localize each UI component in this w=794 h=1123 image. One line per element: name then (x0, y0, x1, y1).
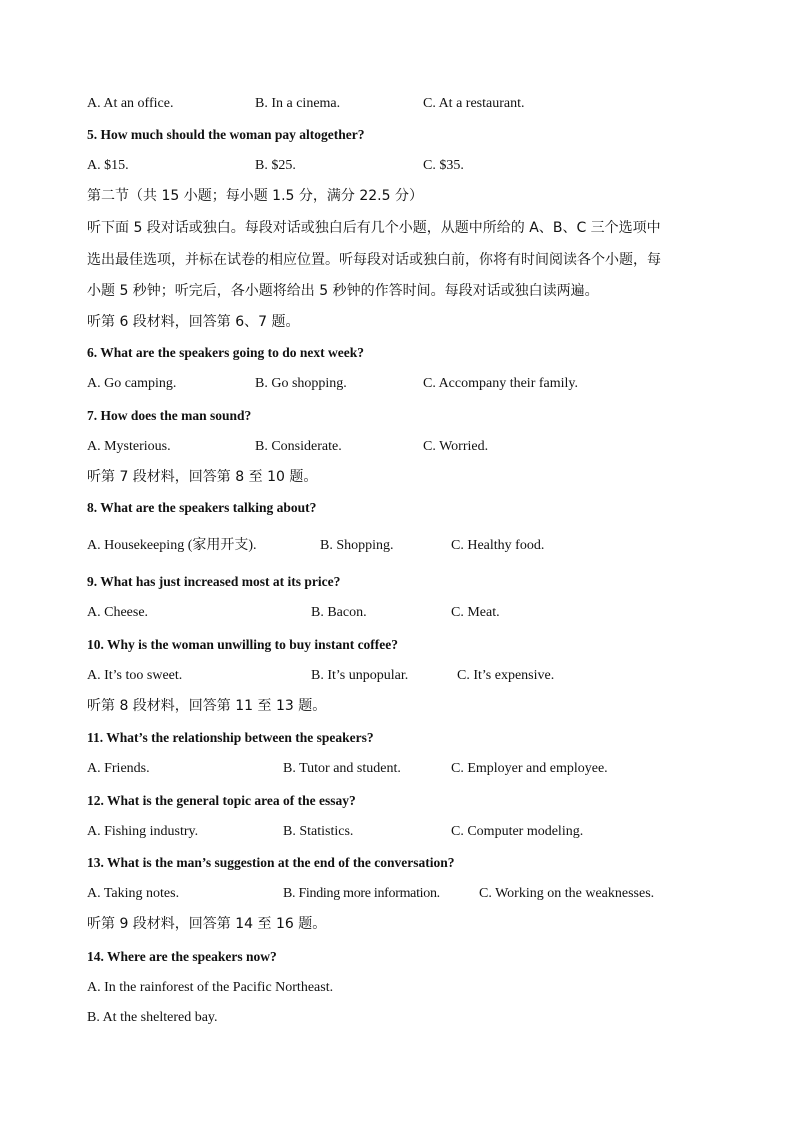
option-q5-a: A. $15. (87, 158, 129, 173)
material-7-heading: 听第 7 段材料，回答第 8 至 10 题。 (87, 469, 318, 485)
option-q10-b: B. It’s unpopular. (311, 668, 409, 683)
question-7: 7. How does the man sound? (87, 408, 252, 423)
option-q4-c: C. At a restaurant. (423, 96, 525, 111)
question-12: 12. What is the general topic area of the essay? (87, 793, 356, 808)
option-q14-b: B. At the sheltered bay. (87, 1010, 218, 1025)
option-q5-b: B. $25. (255, 158, 296, 173)
option-q7-a: A. Mysterious. (87, 439, 171, 454)
option-q8-b: B. Shopping. (320, 538, 394, 553)
question-5: 5. How much should the woman pay altogether? (87, 127, 365, 142)
option-q11-c: C. Employer and employee. (451, 761, 608, 776)
option-q6-b: B. Go shopping. (255, 376, 347, 391)
question-13: 13. What is the man’s suggestion at the end of the conversation? (87, 855, 455, 870)
option-q14-a: A. In the rainforest of the Pacific Northeast. (87, 980, 334, 995)
option-q13-b: B. Finding more information. (283, 886, 440, 901)
option-q6-a: A. Go camping. (87, 376, 177, 391)
material-9-heading: 听第 9 段材料，回答第 14 至 16 题。 (87, 916, 327, 932)
question-10: 10. Why is the woman unwilling to buy instant coffee? (87, 637, 399, 652)
material-6-heading: 听第 6 段材料，回答第 6、7 题。 (87, 314, 300, 330)
question-9: 9. What has just increased most at its price? (87, 574, 341, 589)
option-q13-c: C. Working on the weaknesses. (479, 886, 655, 901)
material-8-heading: 听第 8 段材料，回答第 11 至 13 题。 (87, 698, 327, 714)
question-8: 8. What are the speakers talking about? (87, 500, 317, 515)
option-q8-c: C. Healthy food. (451, 538, 545, 553)
option-q6-c: C. Accompany their family. (423, 376, 578, 391)
question-11: 11. What’s the relationship between the speakers? (87, 730, 374, 745)
option-q4-b: B. In a cinema. (255, 96, 341, 111)
question-6: 6. What are the speakers going to do next week? (87, 345, 364, 360)
option-q9-b: B. Bacon. (311, 605, 367, 620)
option-q12-b: B. Statistics. (283, 824, 354, 839)
question-14: 14. Where are the speakers now? (87, 949, 277, 964)
option-q10-a: A. It’s too sweet. (87, 668, 183, 683)
option-q10-c: C. It’s expensive. (457, 668, 555, 683)
option-q13-a: A. Taking notes. (87, 886, 180, 901)
option-q9-a: A. Cheese. (87, 605, 149, 620)
option-q4-a: A. At an office. (87, 96, 174, 111)
section-2-title: 第二节（共 15 小题；每小题 1.5 分，满分 22.5 分） (87, 188, 423, 204)
option-q11-a: A. Friends. (87, 761, 150, 776)
instructions-line-2: 选出最佳选项，并标在试卷的相应位置。听每段对话或独白前，你将有时间阅读各个小题，每 (87, 252, 661, 268)
option-q5-c: C. $35. (423, 158, 464, 173)
instructions-line-3: 小题 5 秒钟；听完后，各小题将给出 5 秒钟的作答时间。每段对话或独白读两遍。 (87, 283, 599, 299)
option-q9-c: C. Meat. (451, 605, 500, 620)
option-q12-c: C. Computer modeling. (451, 824, 584, 839)
option-q7-c: C. Worried. (423, 439, 489, 454)
option-q8-a (87, 536, 257, 555)
option-q7-b: B. Considerate. (255, 439, 342, 454)
option-q8-a-cn: 家用开支 (192, 537, 249, 553)
option-q11-b: B. Tutor and student. (283, 761, 401, 776)
instructions-line-1: 听下面 5 段对话或独白。每段对话或独白后有几个小题，从题中所给的 A、B、C 三个选项中 (87, 220, 661, 236)
option-q8-a-end: ). (248, 538, 257, 553)
option-q12-a: A. Fishing industry. (87, 824, 199, 839)
option-q8-a-en: A. Housekeeping ( (87, 538, 193, 553)
